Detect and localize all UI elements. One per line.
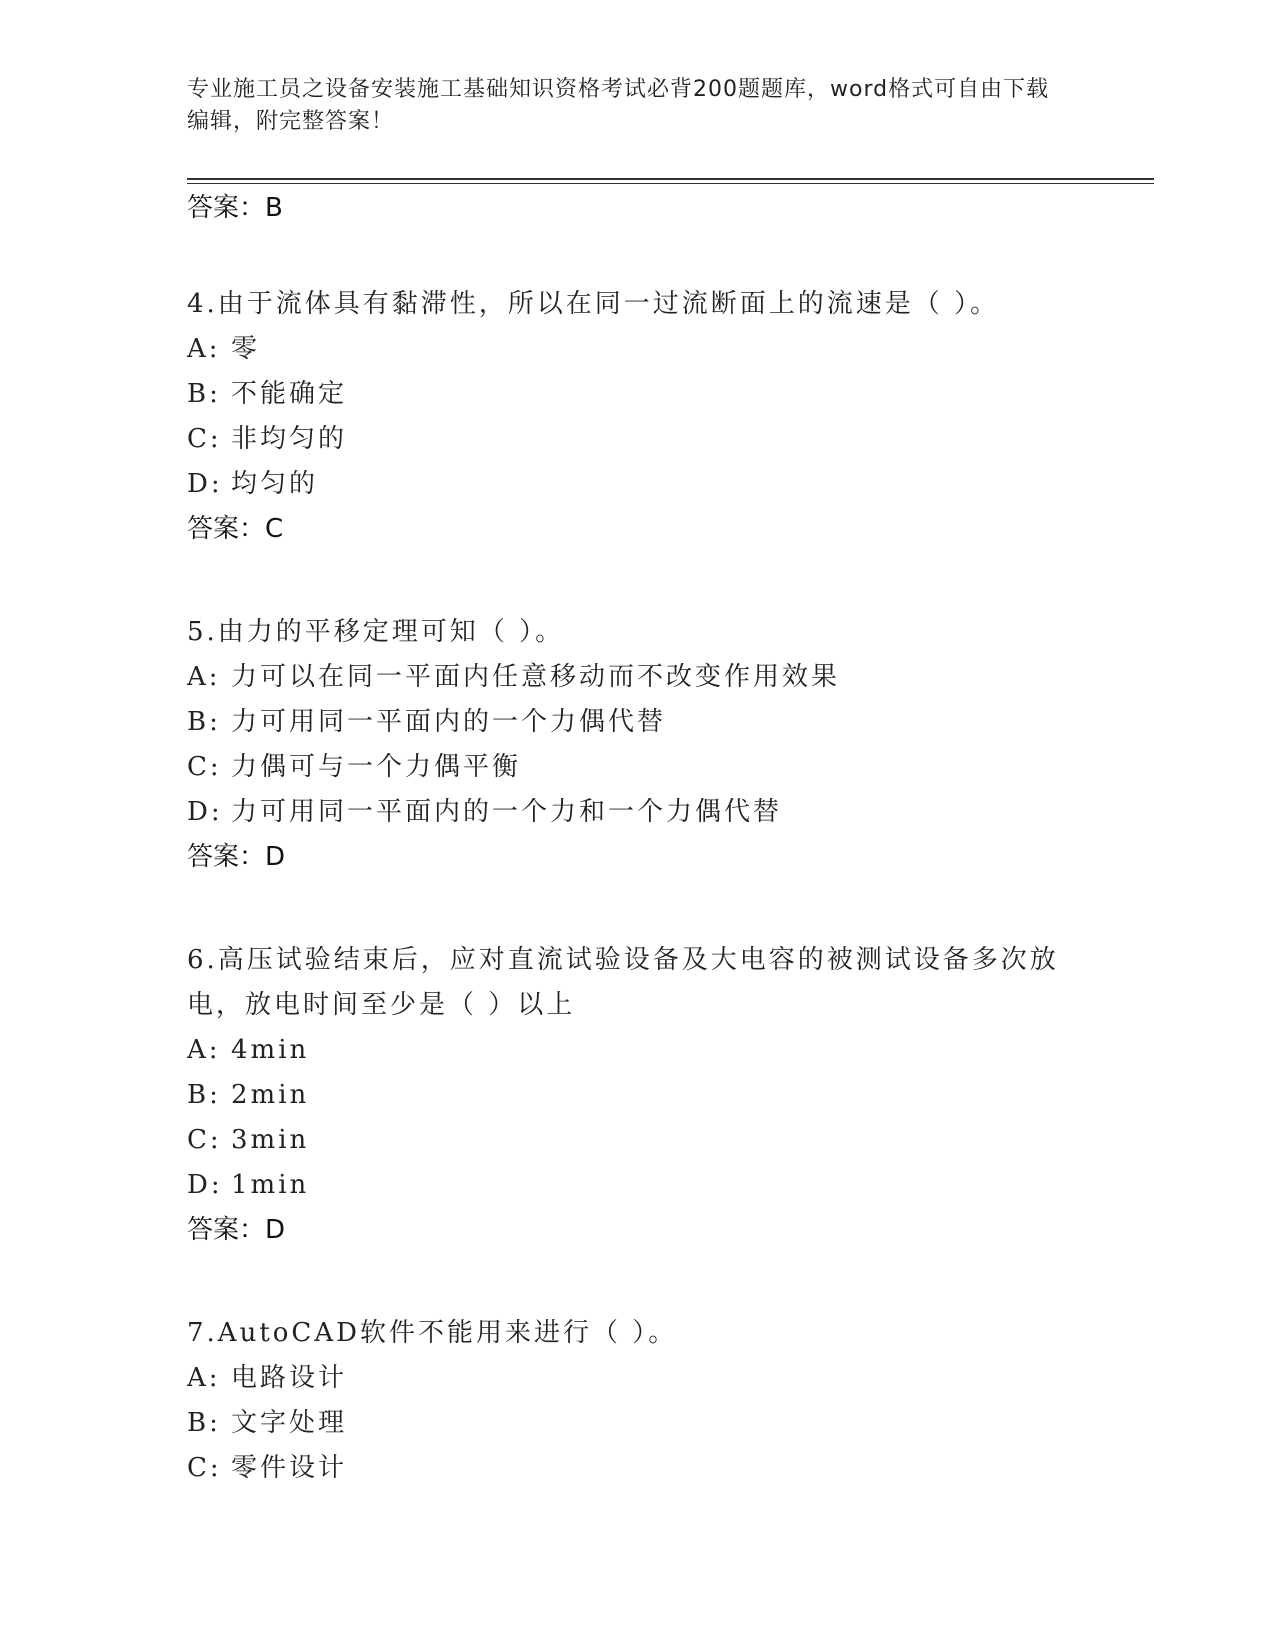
option-text: 零	[231, 334, 261, 364]
option-letter: A:	[187, 1363, 221, 1393]
question-text: 6.高压试验结束后，应对直流试验设备及大电容的被测试设备多次放电，放电时间至少是（ ）以上	[187, 945, 1059, 1020]
option-letter: A:	[187, 334, 221, 364]
option-c	[187, 1118, 1087, 1163]
option-letter: B:	[187, 379, 221, 409]
option-d	[187, 462, 1087, 507]
header-rule-thick	[187, 178, 1154, 180]
option-letter: C:	[187, 424, 222, 454]
option-a	[187, 1028, 1087, 1073]
option-letter: C:	[187, 1453, 222, 1483]
answer-label: 答案：D	[187, 1215, 286, 1245]
answer-label: 答案：C	[187, 514, 284, 544]
option-a	[187, 655, 1087, 700]
option-text: 不能确定	[231, 379, 348, 409]
document-content	[187, 192, 1087, 1491]
document-title: 专业施工员之设备安装施工基础知识资格考试必背200题题库，word格式可自由下载编辑，附完整答案！	[187, 77, 1050, 134]
option-text: 4min	[231, 1035, 310, 1065]
question-7	[187, 1311, 1087, 1491]
option-a	[187, 327, 1087, 372]
option-d	[187, 790, 1087, 835]
option-letter: C:	[187, 1125, 222, 1155]
option-letter: A:	[187, 1035, 221, 1065]
answer-label: 答案：D	[187, 842, 286, 872]
option-text: 非均匀的	[231, 424, 348, 454]
option-b	[187, 1073, 1087, 1118]
option-text: 力可用同一平面内的一个力偶代替	[231, 707, 667, 737]
option-text: 力可以在同一平面内任意移动而不改变作用效果	[231, 662, 841, 692]
option-letter: B:	[187, 1080, 221, 1110]
option-c	[187, 417, 1087, 462]
option-letter: C:	[187, 752, 222, 782]
option-text: 力可用同一平面内的一个力和一个力偶代替	[231, 797, 783, 827]
option-b	[187, 1401, 1087, 1446]
option-letter: B:	[187, 1408, 221, 1438]
option-letter: D:	[187, 469, 223, 499]
question-6	[187, 938, 1087, 1253]
answer-label: 答案：B	[187, 193, 283, 223]
option-text: 电路设计	[231, 1363, 348, 1393]
option-letter: A:	[187, 662, 221, 692]
option-text: 均匀的	[231, 469, 319, 499]
option-b	[187, 372, 1087, 417]
question-5	[187, 610, 1087, 880]
option-letter: B:	[187, 707, 221, 737]
question-text: 5.由力的平移定理可知（ ）。	[187, 617, 565, 647]
option-text: 文字处理	[231, 1408, 348, 1438]
option-b	[187, 700, 1087, 745]
option-text: 3min	[231, 1125, 310, 1155]
option-text: 力偶可与一个力偶平衡	[231, 752, 522, 782]
option-d	[187, 1163, 1087, 1208]
option-letter: D:	[187, 797, 223, 827]
option-c	[187, 745, 1087, 790]
option-letter: D:	[187, 1170, 223, 1200]
question-text: 4.由于流体具有黏滞性，所以在同一过流断面上的流速是（ ）。	[187, 289, 1000, 319]
option-text: 零件设计	[231, 1453, 348, 1483]
option-a	[187, 1356, 1087, 1401]
header-rule-thin	[187, 183, 1154, 184]
question-text: 7.AutoCAD软件不能用来进行（ ）。	[187, 1318, 678, 1348]
option-c	[187, 1446, 1087, 1491]
option-text: 1min	[231, 1170, 310, 1200]
option-text: 2min	[231, 1080, 310, 1110]
question-4	[187, 282, 1087, 552]
